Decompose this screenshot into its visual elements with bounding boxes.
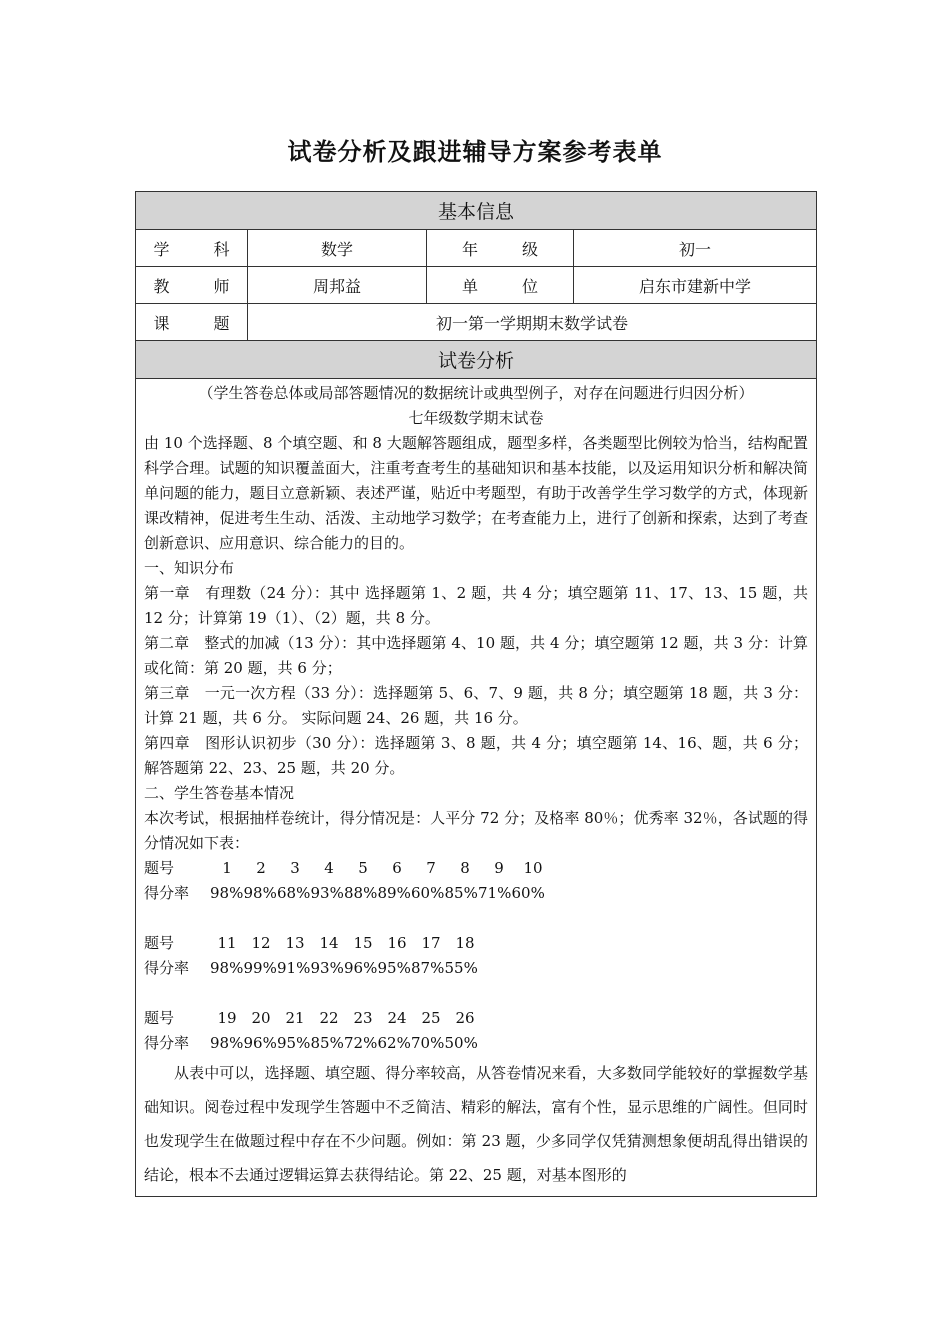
question-label: 题号 — [144, 934, 175, 952]
paper-title: 七年级数学期末试卷 — [408, 409, 544, 427]
score-rate: 60% — [511, 884, 545, 902]
score-rate: 91% — [277, 959, 311, 977]
analysis-form-table — [135, 191, 817, 1197]
basic-info-header: 基本信息 — [136, 192, 817, 230]
unit-value: 启东市建新中学 — [574, 267, 817, 304]
score-rate: 70% — [411, 1034, 445, 1052]
question-number: 12 — [251, 934, 271, 952]
question-number: 4 — [324, 859, 334, 877]
score-rate: 88% — [344, 884, 378, 902]
subject-label: 学 科 — [136, 230, 248, 267]
score-group-3-rates — [144, 1031, 808, 1056]
score-rate: 93% — [310, 959, 344, 977]
subject-value: 数学 — [248, 230, 427, 267]
teacher-value: 周邦益 — [248, 267, 427, 304]
rate-label: 得分率 — [144, 959, 190, 977]
summary-paragraph: 本次考试，根据抽样卷统计，得分情况是：人平分 72 分；及格率 80％；优秀率 32％，各试题的得分情况如下表： — [144, 809, 809, 852]
score-rate: 98% — [210, 884, 244, 902]
score-rate: 96% — [243, 1034, 277, 1052]
question-number: 1 — [222, 859, 232, 877]
chapter-2-line: 第二章 整式的加减（13 分）：其中选择题第 4、10 题，共 4 分；填空题第 12 题，共 3 分：计算或化简：第 20 题，共 6 分； — [144, 634, 809, 677]
question-number: 14 — [319, 934, 339, 952]
score-rate: 93% — [310, 884, 344, 902]
score-rate: 95% — [377, 959, 411, 977]
intro-paragraph: 由 10 个选择题、8 个填空题、和 8 大题解答题组成，题型多样，各类题型比例较为恰当，结构配置科学合理。试题的知识覆盖面大，注重考查考生的基础知识和基本技能，以及运用知识分析和解决简单问题的能力，题目立意新颖、表述严谨，贴近中考题型，有助于改善学生学习数学的方式，体现新课改精神，促进考生生动、活泼、主动地学习数学；在考查能力上，进行了创新和探索，达到了考查创新意识、应用意识、综合能力的目的。 — [144, 434, 809, 552]
question-number: 18 — [455, 934, 475, 952]
question-number: 21 — [285, 1009, 305, 1027]
score-group-1-questions — [144, 856, 808, 881]
topic-label: 课 题 — [136, 304, 248, 341]
topic-value: 初一第一学期期末数学试卷 — [248, 304, 817, 341]
chapter-1-line: 第一章 有理数（24 分）：其中 选择题第 1、2 题，共 4 分；填空题第 11、17、13、15 题，共 12 分；计算第 19（1）、（2）题，共 8 分。 — [144, 584, 809, 627]
question-number: 16 — [387, 934, 407, 952]
question-number: 5 — [358, 859, 368, 877]
question-number: 6 — [392, 859, 402, 877]
score-group-2-rates — [144, 956, 808, 981]
question-number: 19 — [217, 1009, 237, 1027]
score-rate: 98% — [210, 959, 244, 977]
grade-value: 初一 — [574, 230, 817, 267]
question-number: 26 — [455, 1009, 475, 1027]
score-rate: 62% — [377, 1034, 411, 1052]
score-group-1-rates — [144, 881, 808, 906]
score-rate: 96% — [344, 959, 378, 977]
question-number: 22 — [319, 1009, 339, 1027]
question-number: 25 — [421, 1009, 441, 1027]
score-rate: 55% — [444, 959, 478, 977]
score-group-2-questions — [144, 931, 808, 956]
question-number: 10 — [523, 859, 543, 877]
question-number: 24 — [387, 1009, 407, 1027]
question-number: 9 — [494, 859, 504, 877]
chapter-3-line: 第三章 一元一次方程（33 分）：选择题第 5、6、7、9 题，共 8 分；填空题第 18 题，共 3 分：计算 21 题，共 6 分。 实际问题 24、26 题，共 16 分。 — [144, 684, 809, 727]
question-number: 11 — [217, 934, 237, 952]
score-rate: 85% — [310, 1034, 344, 1052]
conclusion-paragraph: 从表中可以，选择题、填空题、得分率较高，从答卷情况来看，大多数同学能较好的掌握数学基础知识。阅卷过程中发现学生答题中不乏简洁、精彩的解法，富有个性，显示思维的广阔性。但同时也发现学生在做题过程中存在不少问题。例如：第 23 题，少多同学仅凭猜测想象便胡乱得出错误的结论，根本不去通过逻辑运算去获得结论。第 22、25 题，对基本图形的 — [144, 1064, 809, 1184]
score-rate: 98% — [210, 1034, 244, 1052]
question-number: 2 — [256, 859, 266, 877]
question-label: 题号 — [144, 1009, 175, 1027]
score-rate: 87% — [411, 959, 445, 977]
score-rate: 60% — [411, 884, 445, 902]
analysis-body — [136, 379, 817, 1197]
score-rate: 71% — [478, 884, 512, 902]
chapter-4-line: 第四章 图形认识初步（30 分）：选择题第 3、8 题，共 4 分；填空题第 14、16、题，共 6 分；解答题第 22、23、25 题，共 20 分。 — [144, 734, 809, 777]
score-rate: 95% — [277, 1034, 311, 1052]
question-number: 15 — [353, 934, 373, 952]
question-number: 7 — [426, 859, 436, 877]
question-label: 题号 — [144, 859, 175, 877]
question-number: 13 — [285, 934, 305, 952]
page-title: 试卷分析及跟进辅导方案参考表单 — [287, 138, 663, 166]
paper-analysis-header: 试卷分析 — [136, 341, 817, 379]
score-rate: 98% — [243, 884, 277, 902]
analysis-note: （学生答卷总体或局部答题情况的数据统计或典型例子，对存在问题进行归因分析） — [198, 384, 754, 402]
question-number: 17 — [421, 934, 441, 952]
section-knowledge-heading: 一、知识分布 — [144, 559, 235, 577]
rate-label: 得分率 — [144, 884, 190, 902]
teacher-label: 教 师 — [136, 267, 248, 304]
grade-label: 年 级 — [427, 230, 574, 267]
score-rate: 99% — [243, 959, 277, 977]
score-rate: 68% — [277, 884, 311, 902]
score-rate: 85% — [444, 884, 478, 902]
question-number: 3 — [290, 859, 300, 877]
unit-label: 单 位 — [427, 267, 574, 304]
score-group-3-questions — [144, 1006, 808, 1031]
section-answers-heading: 二、学生答卷基本情况 — [144, 784, 295, 802]
score-rate: 72% — [344, 1034, 378, 1052]
rate-label: 得分率 — [144, 1034, 190, 1052]
score-rate: 89% — [377, 884, 411, 902]
question-number: 23 — [353, 1009, 373, 1027]
question-number: 8 — [460, 859, 470, 877]
score-rate: 50% — [444, 1034, 478, 1052]
question-number: 20 — [251, 1009, 271, 1027]
